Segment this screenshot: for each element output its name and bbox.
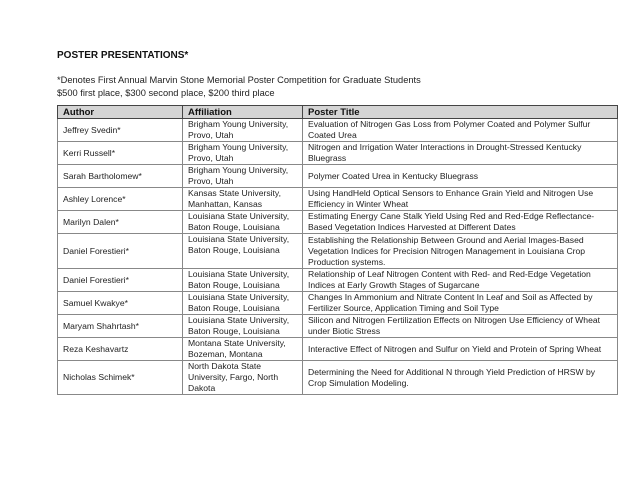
author-cell: Maryam Shahrtash*	[58, 315, 183, 338]
poster-title-cell: Relationship of Leaf Nitrogen Content with Red- and Red-Edge Vegetation Indices at Early Growth Stages of Sugarcane	[303, 269, 618, 292]
affiliation-cell: Montana State University, Bozeman, Montana	[183, 338, 303, 361]
author-cell: Reza Keshavartz	[58, 338, 183, 361]
affiliation-cell: Louisiana State University, Baton Rouge, Louisiana	[183, 315, 303, 338]
poster-title-cell: Silicon and Nitrogen Fertilization Effects on Nitrogen Use Efficiency of Wheat under Biotic Stress	[303, 315, 618, 338]
author-cell: Jeffrey Svedin*	[58, 119, 183, 142]
table-header-row	[58, 106, 618, 119]
poster-title-cell: Interactive Effect of Nitrogen and Sulfur on Yield and Protein of Spring Wheat	[303, 338, 618, 361]
author-cell: Kerri Russell*	[58, 142, 183, 165]
poster-table	[57, 105, 618, 395]
poster-title-cell: Nitrogen and Irrigation Water Interactions in Drought-Stressed Kentucky Bluegrass	[303, 142, 618, 165]
affiliation-cell: Kansas State University, Manhattan, Kansas	[183, 188, 303, 211]
table-row	[58, 338, 618, 361]
author-cell: Marilyn Dalen*	[58, 211, 183, 234]
poster-title-cell: Determining the Need for Additional N through Yield Prediction of HRSW by Crop Simulation Modeling.	[303, 361, 618, 395]
table-row	[58, 269, 618, 292]
affiliation-cell: Brigham Young University, Provo, Utah	[183, 142, 303, 165]
table-row	[58, 119, 618, 142]
affiliation-cell: Louisiana State University, Baton Rouge, Louisiana	[183, 292, 303, 315]
affiliation-cell: Louisiana State University, Baton Rouge, Louisiana	[183, 234, 303, 269]
table-row	[58, 315, 618, 338]
poster-title-cell: Establishing the Relationship Between Ground and Aerial Images-Based Vegetation Indices for Precision Nitrogen Management in Louisiana Crop Production systems.	[303, 234, 618, 269]
affiliation-cell: Louisiana State University, Baton Rouge, Louisiana	[183, 269, 303, 292]
poster-title-cell: Polymer Coated Urea in Kentucky Bluegrass	[303, 165, 618, 188]
table-row	[58, 211, 618, 234]
author-cell: Daniel Forestieri*	[58, 234, 183, 269]
table-row	[58, 292, 618, 315]
poster-title-cell: Evaluation of Nitrogen Gas Loss from Polymer Coated and Polymer Sulfur Coated Urea	[303, 119, 618, 142]
poster-title-cell: Using HandHeld Optical Sensors to Enhance Grain Yield and Nitrogen Use Efficiency in Winter Wheat	[303, 188, 618, 211]
affiliation-cell: Brigham Young University, Provo, Utah	[183, 119, 303, 142]
table-row	[58, 142, 618, 165]
author-cell: Samuel Kwakye*	[58, 292, 183, 315]
header-author: Author	[58, 106, 183, 119]
poster-title-cell: Estimating Energy Cane Stalk Yield Using Red and Red-Edge Reflectance-Based Vegetation Indices Harvested at Different Dates	[303, 211, 618, 234]
author-cell: Daniel Forestieri*	[58, 269, 183, 292]
affiliation-cell: Louisiana State University, Baton Rouge, Louisiana	[183, 211, 303, 234]
author-cell: Nicholas Schimek*	[58, 361, 183, 395]
header-poster-title: Poster Title	[303, 106, 618, 119]
header-affiliation: Affiliation	[183, 106, 303, 119]
page-heading: POSTER PRESENTATIONS*	[57, 50, 189, 61]
author-cell: Sarah Bartholomew*	[58, 165, 183, 188]
author-cell: Ashley Lorence*	[58, 188, 183, 211]
table-row	[58, 165, 618, 188]
affiliation-cell: North Dakota State University, Fargo, North Dakota	[183, 361, 303, 395]
table-row	[58, 188, 618, 211]
poster-title-cell: Changes In Ammonium and Nitrate Content In Leaf and Soil as Affected by Fertilizer Source, Application Timing and Soil Type	[303, 292, 618, 315]
affiliation-cell: Brigham Young University, Provo, Utah	[183, 165, 303, 188]
table-row	[58, 361, 618, 395]
prize-note: $500 first place, $300 second place, $200 third place	[57, 88, 275, 98]
table-row	[58, 234, 618, 269]
competition-note: *Denotes First Annual Marvin Stone Memorial Poster Competition for Graduate Students	[57, 75, 421, 85]
